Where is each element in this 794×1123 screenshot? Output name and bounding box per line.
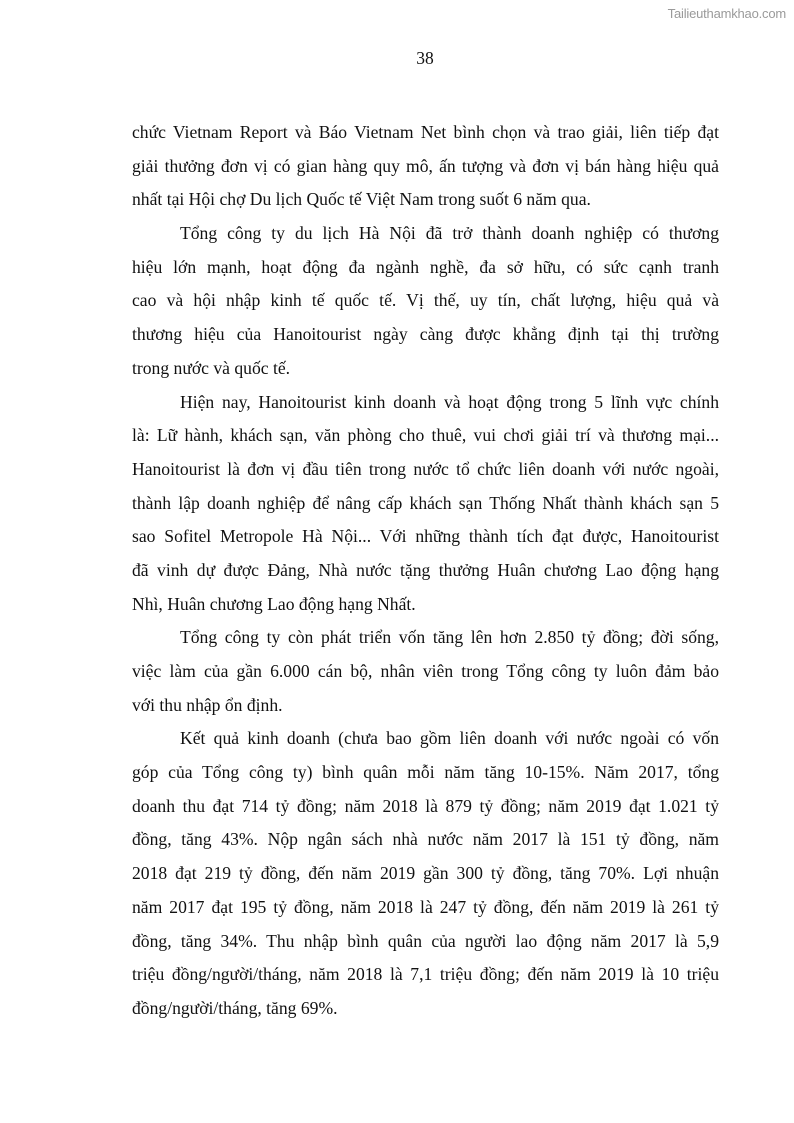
text-line: cao và hội nhập kinh tế quốc tế. Vị thế, uy tín, chất lượng, hiệu quả và: [132, 290, 719, 311]
page-number: 38: [416, 48, 434, 68]
text-line: với thu nhập ổn định.: [132, 694, 283, 715]
paragraph: [132, 217, 719, 385]
text-line: đã vinh dự được Đảng, Nhà nước tặng thưởng Huân chương Lao động hạng: [132, 559, 719, 580]
text-line: đồng, tăng 43%. Nộp ngân sách nhà nước năm 2017 là 151 tỷ đồng, năm: [132, 829, 719, 850]
text-line: Nhì, Huân chương Lao động hạng Nhất.: [132, 593, 416, 614]
text-line: Tổng công ty còn phát triển vốn tăng lên hơn 2.850 tỷ đồng; đời sống,: [180, 627, 719, 648]
paragraph: [132, 722, 719, 1025]
text-line: việc làm của gần 6.000 cán bộ, nhân viên trong Tổng công ty luôn đảm bảo: [132, 661, 719, 681]
paragraph: [132, 116, 719, 217]
paragraph: [132, 621, 719, 722]
text-line: Kết quả kinh doanh (chưa bao gồm liên doanh với nước ngoài có vốn: [180, 728, 719, 749]
text-line: là: Lữ hành, khách sạn, văn phòng cho thuê, vui chơi giải trí và thương mại...: [132, 425, 719, 446]
text-line: triệu đồng/người/tháng, năm 2018 là 7,1 triệu đồng; đến năm 2019 là 10 triệu: [132, 964, 719, 985]
text-line: Hanoitourist là đơn vị đầu tiên trong nước tổ chức liên doanh với nước ngoài,: [132, 458, 719, 479]
text-line: đồng, tăng 34%. Thu nhập bình quân của người lao động năm 2017 là 5,9: [132, 930, 719, 951]
text-line: Tổng công ty du lịch Hà Nội đã trở thành doanh nghiệp có thương: [180, 223, 719, 244]
text-line: năm 2017 đạt 195 tỷ đồng, năm 2018 là 247 tỷ đồng, đến năm 2019 là 261 tỷ: [132, 896, 719, 917]
paragraph: [132, 386, 719, 622]
text-line: giải thưởng đơn vị có gian hàng quy mô, ấn tượng và đơn vị bán hàng hiệu quả: [132, 155, 719, 176]
text-line: chức Vietnam Report và Báo Vietnam Net bình chọn và trao giải, liên tiếp đạt: [132, 122, 719, 142]
text-line: sao Sofitel Metropole Hà Nội... Với những thành tích đạt được, Hanoitourist: [132, 526, 719, 547]
text-line: nhất tại Hội chợ Du lịch Quốc tế Việt Nam trong suốt 6 năm qua.: [132, 189, 591, 210]
text-line: doanh thu đạt 714 tỷ đồng; năm 2018 là 879 tỷ đồng; năm 2019 đạt 1.021 tỷ: [132, 795, 719, 816]
text-line: thương hiệu của Hanoitourist ngày càng được khẳng định tại thị trường: [132, 324, 719, 345]
text-line: đồng/người/tháng, tăng 69%.: [132, 997, 338, 1018]
text-line: hiệu lớn mạnh, hoạt động đa ngành nghề, đa sở hữu, có sức cạnh tranh: [132, 256, 719, 277]
text-line: góp của Tổng công ty) bình quân mỗi năm tăng 10-15%. Năm 2017, tổng: [132, 762, 719, 783]
text-line: 2018 đạt 219 tỷ đồng, đến năm 2019 gần 300 tỷ đồng, tăng 70%. Lợi nhuận: [132, 863, 719, 884]
text-line: trong nước và quốc tế.: [132, 357, 291, 378]
document-body: [132, 116, 719, 1026]
text-line: thành lập doanh nghiệp để nâng cấp khách sạn Thống Nhất thành khách sạn 5: [132, 492, 719, 513]
text-line: Hiện nay, Hanoitourist kinh doanh và hoạt động trong 5 lĩnh vực chính: [180, 391, 719, 412]
watermark: Tailieuthamkhao.com: [667, 6, 786, 21]
